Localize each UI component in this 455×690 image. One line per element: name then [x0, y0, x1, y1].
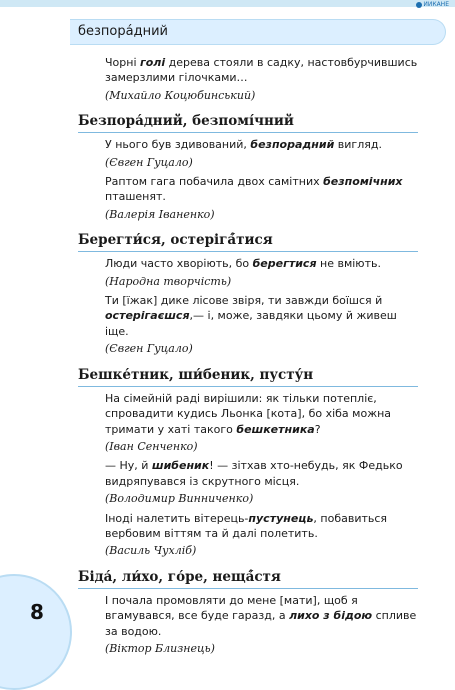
entry-heading: Біда́, ли́хо, го́ре, нещá́стя — [78, 568, 281, 585]
quote-source: (Народна творчість) — [105, 274, 232, 288]
quote-source: (Михайло Коцюбинський) — [105, 88, 256, 102]
entry-heading: Берегти́ся, остерігá́тися — [78, 232, 273, 249]
quote-source: (Євген Гуцало) — [105, 342, 193, 356]
quote-paragraph: І почала промовляти до мене [мати], щоб я вгамувався, все буде гаразд, а лихо з бідою спливе за водою. — [105, 593, 417, 638]
entry-divider — [78, 251, 418, 252]
publisher-logo: ИИКАНЕ — [416, 1, 449, 8]
quote-paragraph: Люди часто хворіють, бо берегтися не вміють. — [105, 257, 381, 271]
header-word: безпора́дний — [78, 24, 168, 39]
entry-divider — [78, 132, 418, 133]
quote-source: (Володимир Винниченко) — [105, 492, 254, 506]
quote-source: (Віктор Близнець) — [105, 641, 215, 655]
page-content — [78, 55, 418, 660]
running-header — [70, 19, 446, 45]
quote-paragraph: — Ну, й шибеник! — зітхав хто-небудь, як Федько видряпувався із скрутного місця. — [105, 459, 403, 488]
entry-heading: Бешке́тник, ши́беник, пусту́н — [78, 366, 314, 383]
logo-circle-icon — [416, 2, 422, 8]
page-corner-circle — [0, 574, 72, 690]
quote-paragraph: Ти [їжак] дике лісове звіря, ти завжди боїшся й остерігаєшся,— і, може, завдяки цьому й живеш іще. — [105, 294, 397, 338]
quote-paragraph: Іноді налетить вітерець-пустунець, побавиться вербовим віттям та й далі полетить. — [105, 511, 388, 540]
page-number: 8 — [30, 600, 44, 624]
quote-paragraph: Чорні голі дерева стояли в садку, настовбурчившись замерзлими гілочками… — [105, 56, 418, 85]
quote-source: (Євген Гуцало) — [105, 155, 193, 169]
top-strip — [0, 0, 455, 7]
entry-heading: Безпора́дний, безпомі́чний — [78, 113, 294, 130]
quote-paragraph: На сімейній раді вирішили: як тільки потепліє, спровадити кудись Льонка [кота], бо хіба можна тримати у хаті такого бешкетника? — [105, 391, 392, 436]
entry-divider — [78, 386, 418, 387]
quote-source: (Василь Чухліб) — [105, 544, 197, 558]
entry-divider — [78, 588, 418, 589]
quote-source: (Іван Сенченко) — [105, 439, 198, 453]
quote-paragraph: Раптом гага побачила двох самітних безпомічних пташенят. — [105, 175, 403, 204]
quote-source: (Валерія Іваненко) — [105, 207, 215, 221]
quote-paragraph: У нього був здивований, безпорадний вигляд. — [105, 138, 382, 152]
